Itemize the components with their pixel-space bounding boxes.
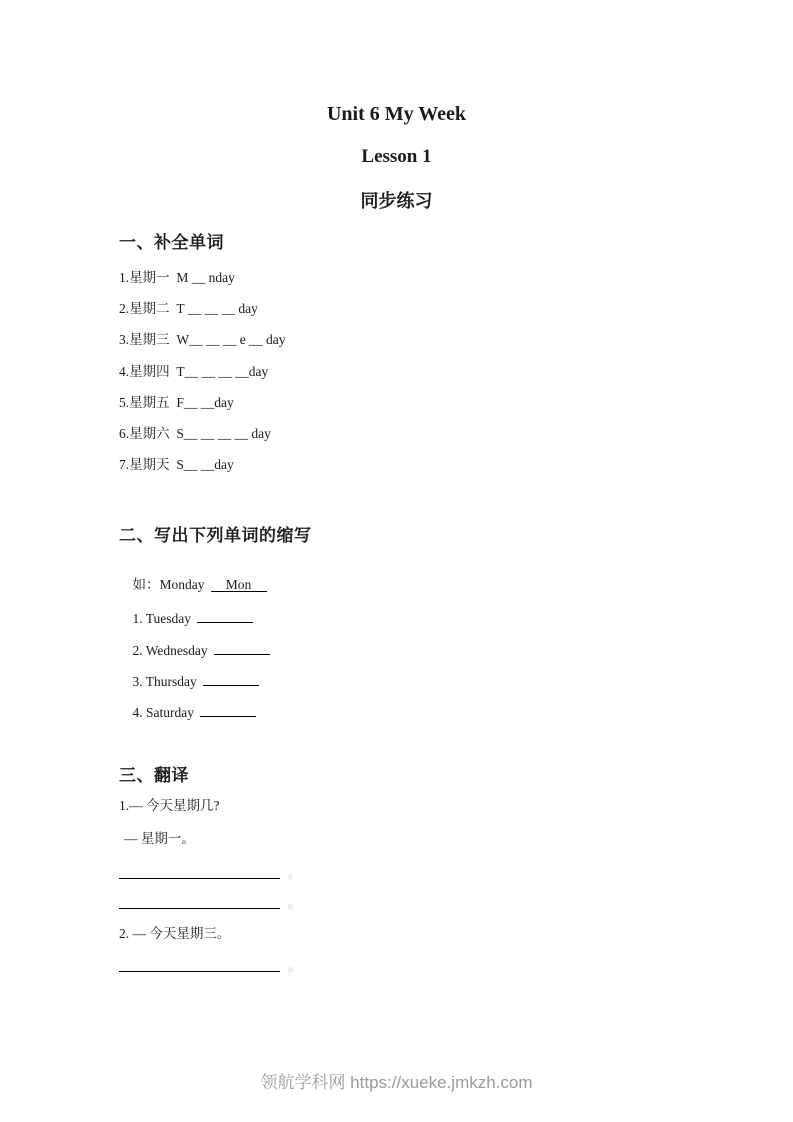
abbreviation-answer-blank [214,640,270,655]
translation-q1-reply: — 星期一。 [124,831,195,846]
section1-heading: 一、补全单词 [119,233,224,252]
field-marker-icon: ※ [286,903,294,913]
word-completion-item-thursday: 4.星期四 T__ __ __ __day [119,364,269,379]
field-marker-icon: ※ [286,966,294,976]
translation-answer-line-2 [119,903,294,913]
word-completion-item-tuesday: 2.星期二 T __ __ __ day [119,301,258,316]
abbreviation-example-answer: Mon [211,577,267,592]
abbreviation-word-label: 4. Saturday [132,705,194,720]
subtitle-practice: 同步练习 [360,191,433,211]
section3-heading: 三、翻译 [119,766,189,785]
word-completion-item-wednesday: 3.星期三 W__ __ __ e __ day [119,332,286,347]
section2-heading: 二、写出下列单词的缩写 [119,526,312,545]
lesson-title: Lesson 1 [361,146,432,167]
abbreviation-word-label: 2. Wednesday [132,643,208,658]
abbreviation-answer-blank [203,671,259,686]
abbreviation-example-label: 如：Monday [132,577,205,592]
footer-site-link[interactable]: 领航学科网 https://xueke.jmkzh.com [260,1073,533,1092]
word-completion-item-monday: 1.星期一 M __ nday [119,270,235,285]
abbreviation-item-saturday [119,686,256,737]
translation-answer-line-1 [119,873,294,883]
translation-answer-line-3 [119,966,294,976]
word-completion-item-friday: 5.星期五 F__ __day [119,395,234,410]
unit-title: Unit 6 My Week [326,103,467,125]
translation-q1-question: 1.— 今天星期几? [119,798,220,813]
word-completion-item-saturday: 6.星期六 S__ __ __ __ day [119,426,271,441]
abbreviation-answer-blank [197,608,253,623]
abbreviation-answer-blank [200,702,256,717]
field-marker-icon: ※ [286,873,294,883]
word-completion-item-sunday: 7.星期天 S__ __day [119,457,234,472]
abbreviation-word-label: 1. Tuesday [132,611,192,626]
translation-q2-sentence: 2. — 今天星期三。 [119,926,231,941]
abbreviation-word-label: 3. Thursday [132,674,197,689]
